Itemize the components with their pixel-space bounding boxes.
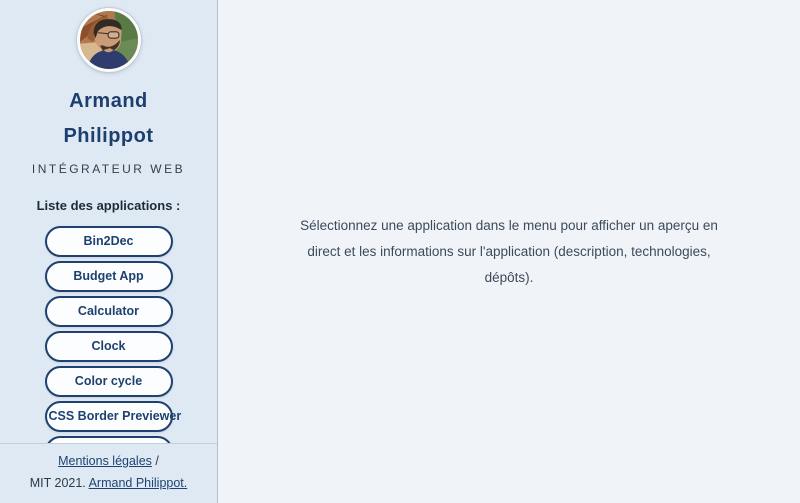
apps-list-label: Liste des applications :	[36, 198, 181, 213]
app-button-clock[interactable]: Clock	[45, 331, 173, 362]
app-button-partial[interactable]	[45, 436, 173, 443]
app-selection-placeholder-text: Sélectionnez une application dans le menu pour afficher un aperçu en direct et les informations sur l'application (description, technologies, dépôts).	[300, 217, 718, 285]
app-button-bin2dec[interactable]: Bin2Dec	[45, 226, 173, 257]
app-button-calculator[interactable]: Calculator	[45, 296, 173, 327]
apps-nav	[0, 226, 217, 443]
sidebar	[0, 0, 218, 503]
site-owner-name	[0, 84, 217, 154]
footer-separator: /	[155, 454, 159, 468]
app-button-color-cycle[interactable]: Color cycle	[45, 366, 173, 397]
app-button-css-border-previewer[interactable]: CSS Border Previewer	[45, 401, 173, 432]
job-title: INTÉGRATEUR WEB	[31, 162, 186, 176]
avatar-photo-icon	[80, 11, 138, 69]
sidebar-footer	[0, 443, 217, 503]
site-owner-last-name: Philippot	[63, 125, 154, 147]
app-button-budget-app[interactable]: Budget App	[45, 261, 173, 292]
site-owner-first-name: Armand	[69, 90, 148, 112]
footer-legal-line	[0, 453, 217, 470]
sidebar-content	[0, 0, 217, 443]
main-area	[218, 0, 800, 503]
avatar	[77, 8, 141, 72]
footer-license-line	[0, 475, 217, 492]
legal-notice-link[interactable]: Mentions légales	[58, 454, 152, 468]
author-link[interactable]: Armand Philippot.	[88, 476, 188, 490]
license-text: MIT 2021.	[29, 476, 86, 490]
